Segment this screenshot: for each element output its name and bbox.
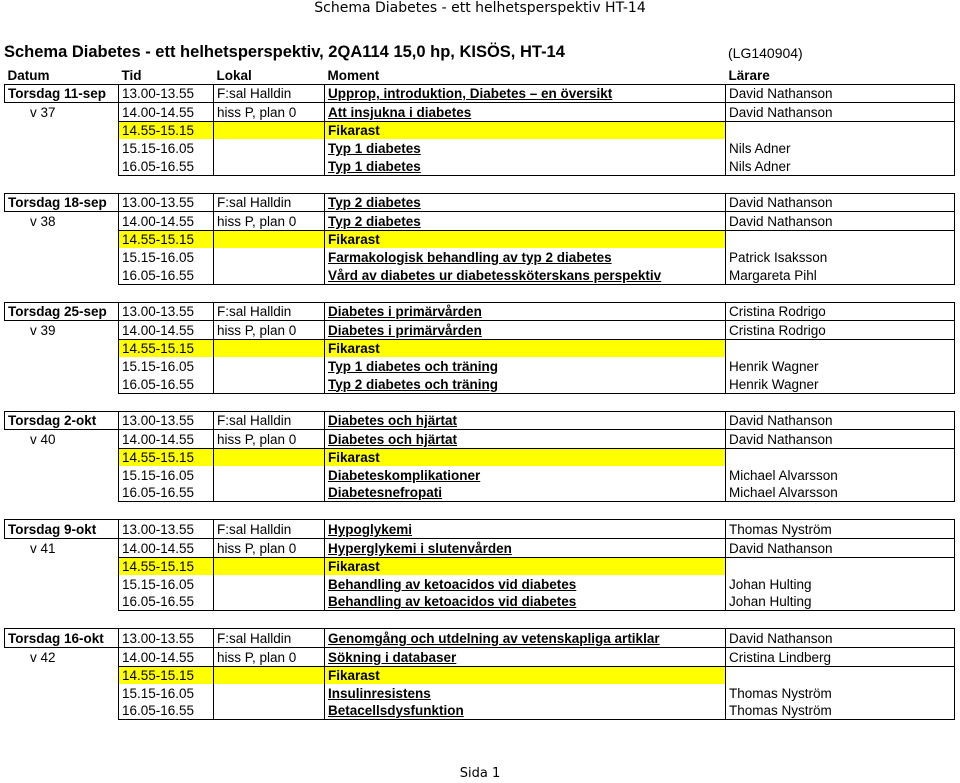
page-header: Schema Diabetes - ett helhetsperspektiv HT-14 [314,0,646,16]
topic-cell: Typ 2 diabetes [325,193,726,212]
room-cell: hiss P, plan 0 [214,212,325,231]
time-cell: 13.00-13.55 [119,193,214,212]
empty-cell [5,157,119,175]
table-row [5,212,955,231]
room-cell [214,375,325,393]
schedule-body [5,66,955,720]
teacher-cell [726,339,955,357]
empty-cell [5,593,119,611]
time-cell: 14.00-14.55 [119,648,214,667]
teacher-cell [726,557,955,575]
day-separator [5,393,955,411]
time-cell: 14.55-15.15 [119,448,214,466]
time-cell: 16.05-16.55 [119,375,214,393]
time-cell: 14.55-15.15 [119,230,214,248]
room-cell [214,484,325,502]
schedule-table [4,66,955,720]
time-cell: 14.00-14.55 [119,430,214,449]
teacher-cell: David Nathanson [726,84,955,103]
topic-cell: Diabetes i primärvården [325,302,726,321]
table-row [5,248,955,266]
table-row [5,593,955,611]
room-cell [214,121,325,139]
time-cell: 14.00-14.55 [119,103,214,122]
break-cell: Fikarast [325,339,726,357]
room-cell [214,248,325,266]
break-cell: Fikarast [325,230,726,248]
title-row [4,43,954,65]
table-row [5,539,955,558]
time-cell: 13.00-13.55 [119,520,214,539]
time-cell: 13.00-13.55 [119,302,214,321]
time-cell: 15.15-16.05 [119,684,214,702]
empty-cell [5,121,119,139]
day-separator [5,284,955,302]
topic-cell: Insulinresistens [325,684,726,702]
time-cell: 15.15-16.05 [119,357,214,375]
column-header-moment: Moment [327,67,380,83]
empty-cell [5,448,119,466]
table-row [5,666,955,684]
room-cell [214,575,325,593]
teacher-cell: David Nathanson [726,629,955,648]
room-cell [214,684,325,702]
time-cell: 16.05-16.55 [119,157,214,175]
empty-cell [5,702,119,720]
time-cell: 16.05-16.55 [119,702,214,720]
teacher-cell: David Nathanson [726,212,955,231]
day-separator [5,502,955,520]
column-header-tid: Tid [121,67,142,83]
time-cell: 14.00-14.55 [119,539,214,558]
room-cell: hiss P, plan 0 [214,430,325,449]
time-cell: 15.15-16.05 [119,466,214,484]
empty-cell [5,230,119,248]
teacher-cell: Johan Hulting [726,593,955,611]
table-row [5,103,955,122]
room-cell [214,157,325,175]
room-cell: F:sal Halldin [214,411,325,430]
room-cell [214,557,325,575]
topic-cell: Typ 1 diabetes och träning [325,357,726,375]
break-cell: Fikarast [325,666,726,684]
topic-cell: Genomgång och utdelning av vetenskapliga artiklar [325,629,726,648]
day-label: Torsdag 2-okt [5,411,119,430]
teacher-cell: Nils Adner [726,139,955,157]
topic-cell: Typ 2 diabetes och träning [325,375,726,393]
table-row [5,430,955,449]
teacher-cell: Thomas Nyström [726,702,955,720]
time-cell: 14.00-14.55 [119,321,214,340]
empty-cell [5,248,119,266]
empty-cell [5,357,119,375]
table-row [5,520,955,539]
table-row [5,557,955,575]
week-label: v 42 [29,650,56,666]
topic-cell: Diabetesnefropati [325,484,726,502]
teacher-cell [726,230,955,248]
room-cell: hiss P, plan 0 [214,539,325,558]
room-cell: F:sal Halldin [214,520,325,539]
table-row [5,121,955,139]
time-cell: 16.05-16.55 [119,593,214,611]
room-cell [214,666,325,684]
table-row [5,230,955,248]
teacher-cell: David Nathanson [726,539,955,558]
empty-cell [5,575,119,593]
room-cell [214,230,325,248]
time-cell: 15.15-16.05 [119,575,214,593]
break-cell: Fikarast [325,448,726,466]
week-label: v 38 [29,214,56,230]
day-label: Torsdag 18-sep [5,193,119,212]
table-row [5,357,955,375]
table-row [5,339,955,357]
teacher-cell [726,121,955,139]
document-title: Schema Diabetes - ett helhetsperspektiv, 2QA114 15,0 hp, KISÖS, HT-14 [4,43,565,61]
teacher-cell: Thomas Nyström [726,520,955,539]
week-label: v 40 [29,432,56,448]
table-row [5,302,955,321]
time-cell: 14.55-15.15 [119,557,214,575]
room-cell [214,702,325,720]
teacher-cell: Michael Alvarsson [726,466,955,484]
topic-cell: Diabeteskomplikationer [325,466,726,484]
time-cell: 15.15-16.05 [119,248,214,266]
column-header-larare: Lärare [728,67,770,83]
room-cell: hiss P, plan 0 [214,103,325,122]
table-row [5,84,955,103]
table-row [5,157,955,175]
topic-cell: Typ 1 diabetes [325,157,726,175]
room-cell [214,339,325,357]
table-row [5,575,955,593]
teacher-cell: Michael Alvarsson [726,484,955,502]
empty-cell [5,557,119,575]
table-row [5,702,955,720]
table-row [5,375,955,393]
topic-cell: Behandling av ketoacidos vid diabetes [325,593,726,611]
time-cell: 13.00-13.55 [119,629,214,648]
table-row [5,411,955,430]
topic-cell: Vård av diabetes ur diabetessköterskans perspektiv [325,266,726,284]
time-cell: 14.55-15.15 [119,339,214,357]
table-row [5,448,955,466]
empty-cell [5,484,119,502]
teacher-cell: Cristina Rodrigo [726,321,955,340]
week-label: v 41 [29,541,56,557]
document-code: (LG140904) [728,45,803,61]
table-row [5,139,955,157]
week-label: v 39 [29,323,56,339]
day-label: Torsdag 25-sep [5,302,119,321]
column-header-datum: Datum [7,67,50,83]
empty-cell [5,684,119,702]
time-cell: 13.00-13.55 [119,411,214,430]
teacher-cell: Margareta Pihl [726,266,955,284]
topic-cell: Farmakologisk behandling av typ 2 diabetes [325,248,726,266]
room-cell [214,448,325,466]
column-header-row [5,66,955,84]
topic-cell: Upprop, introduktion, Diabetes – en översikt [325,84,726,103]
teacher-cell: Henrik Wagner [726,357,955,375]
room-cell: hiss P, plan 0 [214,321,325,340]
day-label: Torsdag 11-sep [5,84,119,103]
topic-cell: Diabetes i primärvården [325,321,726,340]
teacher-cell: Nils Adner [726,157,955,175]
time-cell: 13.00-13.55 [119,84,214,103]
teacher-cell: Patrick Isaksson [726,248,955,266]
room-cell [214,357,325,375]
time-cell: 15.15-16.05 [119,139,214,157]
teacher-cell [726,448,955,466]
page-footer: Sida 1 [459,766,501,781]
break-cell: Fikarast [325,557,726,575]
room-cell: F:sal Halldin [214,302,325,321]
day-label: Torsdag 9-okt [5,520,119,539]
teacher-cell: Thomas Nyström [726,684,955,702]
teacher-cell: Henrik Wagner [726,375,955,393]
room-cell [214,593,325,611]
table-row [5,466,955,484]
topic-cell: Typ 2 diabetes [325,212,726,231]
empty-cell [5,266,119,284]
room-cell: F:sal Halldin [214,629,325,648]
day-label: Torsdag 16-okt [5,629,119,648]
table-row [5,484,955,502]
empty-cell [5,339,119,357]
week-label: v 37 [29,105,56,121]
teacher-cell [726,666,955,684]
topic-cell: Sökning i databaser [325,648,726,667]
teacher-cell: Cristina Rodrigo [726,302,955,321]
time-cell: 14.00-14.55 [119,212,214,231]
table-row [5,648,955,667]
topic-cell: Att insjukna i diabetes [325,103,726,122]
teacher-cell: David Nathanson [726,193,955,212]
day-separator [5,611,955,629]
day-separator [5,175,955,193]
time-cell: 16.05-16.55 [119,266,214,284]
room-cell: F:sal Halldin [214,84,325,103]
topic-cell: Diabetes och hjärtat [325,411,726,430]
room-cell [214,139,325,157]
room-cell [214,266,325,284]
time-cell: 14.55-15.15 [119,666,214,684]
teacher-cell: David Nathanson [726,411,955,430]
empty-cell [5,466,119,484]
table-row [5,629,955,648]
teacher-cell: David Nathanson [726,430,955,449]
table-row [5,684,955,702]
column-header-lokal: Lokal [216,67,252,83]
teacher-cell: Cristina Lindberg [726,648,955,667]
room-cell [214,466,325,484]
topic-cell: Hypoglykemi [325,520,726,539]
teacher-cell: Johan Hulting [726,575,955,593]
topic-cell: Typ 1 diabetes [325,139,726,157]
topic-cell: Diabetes och hjärtat [325,430,726,449]
empty-cell [5,139,119,157]
empty-cell [5,666,119,684]
topic-cell: Hyperglykemi i slutenvården [325,539,726,558]
teacher-cell: David Nathanson [726,103,955,122]
table-row [5,266,955,284]
room-cell: F:sal Halldin [214,193,325,212]
table-row [5,193,955,212]
time-cell: 16.05-16.55 [119,484,214,502]
empty-cell [5,375,119,393]
table-row [5,321,955,340]
topic-cell: Behandling av ketoacidos vid diabetes [325,575,726,593]
time-cell: 14.55-15.15 [119,121,214,139]
break-cell: Fikarast [325,121,726,139]
topic-cell: Betacellsdysfunktion [325,702,726,720]
room-cell: hiss P, plan 0 [214,648,325,667]
